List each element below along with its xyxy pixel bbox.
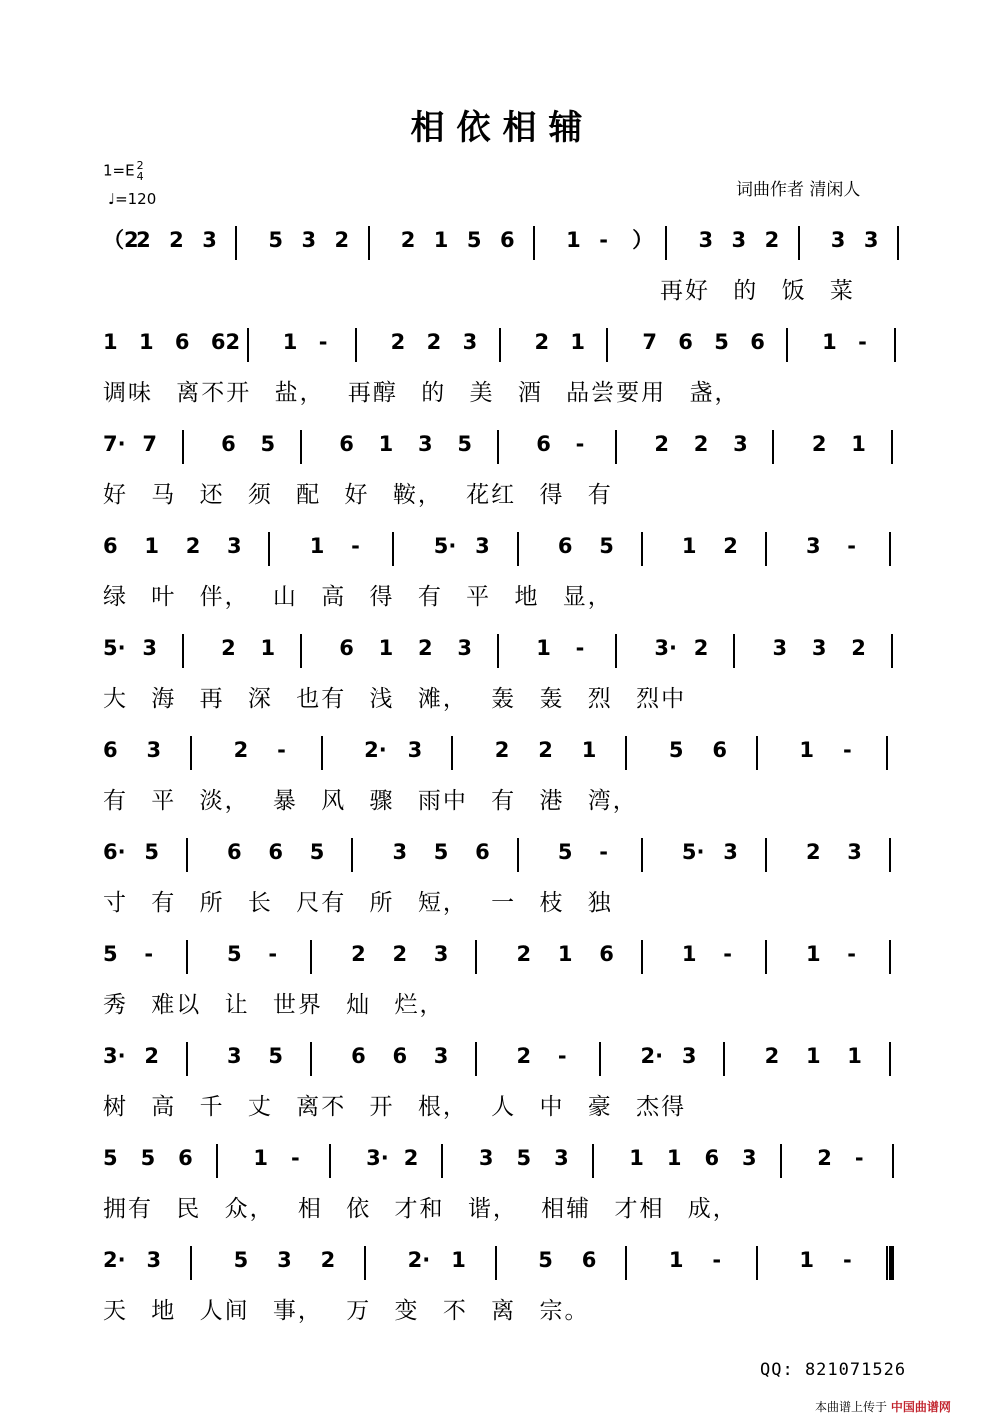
note: 2 [403,1146,419,1170]
note: 5· [433,534,457,558]
barline [182,634,184,668]
notes-row [0,940,1005,980]
barline [475,940,477,974]
barline [897,226,899,260]
note: 3 [731,228,747,252]
barline [891,634,893,668]
note: 3 [847,840,862,864]
barline [765,532,767,566]
note: 1 [260,636,276,660]
note: - [575,432,585,456]
note: 1 [103,330,118,354]
barline [329,1144,331,1178]
note: 1 [433,228,449,252]
note: 5 [103,942,118,966]
barline [615,430,617,464]
note: 5 [227,942,242,966]
note: 2 [334,228,350,252]
barline [186,1042,188,1076]
note: 1 [557,942,573,966]
note: 6 [339,636,354,660]
barline [889,1042,891,1076]
note: 1 [805,1044,821,1068]
score-line [0,532,1005,632]
barline [599,1042,601,1076]
note: 5 [433,840,449,864]
tempo-mark: ♩=120 [108,190,157,208]
note: 2 [538,738,553,762]
note: 6 [499,228,515,252]
note: 6 [221,432,236,456]
barline [765,940,767,974]
barline [300,430,302,464]
note: 6 [103,534,118,558]
note: 6· [103,840,126,864]
note: 3 [433,942,449,966]
note: 2 [144,1044,159,1068]
note: 5 [538,1248,553,1272]
note: （2 [103,228,139,252]
note: ） [632,228,654,252]
note: 6 [704,1146,720,1170]
note: 5 [309,840,325,864]
barline [723,1042,725,1076]
note: 2 [851,636,866,660]
score-line [0,634,1005,734]
barline [368,226,370,260]
barline [606,328,608,362]
barline [186,838,188,872]
barline [756,1246,758,1280]
barline [495,1246,497,1280]
barline [592,1144,594,1178]
note: 2 [169,228,184,252]
note: - [842,1248,852,1272]
note: 2 [392,942,408,966]
note: 3 [433,1044,449,1068]
note: 1 [668,1248,684,1272]
note: 5 [233,1248,249,1272]
lyric-line: 好 马 还 须 配 好 鞍， 花红 得 有 [103,482,613,508]
note: 1 [138,330,154,354]
note: 3 [462,330,478,354]
barline [891,430,893,464]
barline [889,940,891,974]
final-barline [886,1246,894,1280]
note: 1 [566,228,581,252]
score-line [0,1246,1005,1346]
barline [190,736,192,770]
note: 1 [681,534,697,558]
barline [625,1246,627,1280]
notes-row [0,328,1005,368]
note: 1 [378,432,394,456]
note: 3 [742,1146,757,1170]
barline [641,532,643,566]
note: 5 [268,1044,284,1068]
barline [268,532,270,566]
page-title: 相依相辅 [410,108,595,148]
note: 3 [227,1044,242,1068]
note: 1 [799,738,815,762]
barline [889,532,891,566]
note: - [318,330,328,354]
note: - [847,942,857,966]
barline [392,532,394,566]
note: 2· [640,1044,664,1068]
barline [517,532,519,566]
note: 3 [554,1146,569,1170]
note: 5 [140,1146,156,1170]
note: 3 [418,432,433,456]
note: 5 [103,1146,118,1170]
note: 2 [320,1248,336,1272]
note: 1 [378,636,394,660]
note: 1 [822,330,837,354]
time-sig-den: 4 [136,170,144,183]
note: 6 [339,432,354,456]
notes-row [0,1042,1005,1082]
note: 3 [830,228,846,252]
barline [300,634,302,668]
note: 3 [407,738,423,762]
barline [351,838,353,872]
note: 3 [723,840,738,864]
barline [892,1144,894,1178]
note: 2 [418,636,433,660]
note: 5 [144,840,159,864]
barline [310,1042,312,1076]
site-logo: 中国曲谱网 [890,1400,951,1414]
score-line [0,940,1005,1040]
note: 3· [654,636,677,660]
note: 62 [210,330,241,354]
key-text: 1=E [103,161,135,180]
note: 3 [863,228,879,252]
note: 6 [227,840,242,864]
score-line [0,1144,1005,1244]
note: - [712,1248,722,1272]
barline [733,634,735,668]
note: - [351,534,360,558]
note: 5 [714,330,729,354]
note: 2 [811,432,827,456]
note: 6 [750,330,765,354]
note: 2 [693,636,709,660]
barline [310,940,312,974]
note: 6 [599,942,614,966]
barline [441,1144,443,1178]
score-line [0,226,1005,326]
barline [182,430,184,464]
note: 3· [103,1044,126,1068]
note: 2 [764,228,780,252]
notes-row [0,1144,1005,1184]
lyric-line: 再好 的 饭 菜 [660,278,855,304]
note: 2 [516,942,532,966]
note: 6 [174,330,190,354]
score-line [0,1042,1005,1142]
note: 1 [581,738,597,762]
note: 1 [451,1248,466,1272]
barline [772,430,774,464]
barline [475,1042,477,1076]
lyric-line: 寸 有 所 长 尺有 所 短， 一 枝 独 [103,890,613,916]
note: 2 [817,1146,832,1170]
lyric-line: 有 平 淡， 暴 风 骤 雨中 有 港 湾， [103,788,638,814]
lyric-line: 绿 叶 伴， 山 高 得 有 平 地 显， [103,584,613,610]
note: 2 [534,330,550,354]
note: 5 [268,228,284,252]
barline [894,328,896,362]
note: 2 [723,534,738,558]
note: 2 [351,942,366,966]
note: 1 [570,330,586,354]
notes-row [0,430,1005,470]
lyric-line: 调味 离不开 盐， 再醇 的 美 酒 品尝要用 盏， [103,380,740,406]
barline [364,1246,366,1280]
barline [321,736,323,770]
note: - [575,636,585,660]
barline [216,1144,218,1178]
composer-credit: 词曲作者 清闲人 [736,180,861,200]
barline [497,634,499,668]
lyric-line: 树 高 千 丈 离不 开 根， 人 中 豪 杰得 [103,1094,687,1120]
note: 3 [478,1146,494,1170]
note: - [144,942,154,966]
note: 5 [557,840,573,864]
note: 2 [221,636,236,660]
score-line [0,430,1005,530]
note: - [842,738,852,762]
note: - [847,534,857,558]
note: 3 [146,1248,162,1272]
note: 3 [227,534,242,558]
note: 2· [407,1248,431,1272]
note: 1 [851,432,866,456]
note: 3 [301,228,317,252]
note: 7 [642,330,657,354]
note: 3 [681,1044,697,1068]
barline [886,736,888,770]
note: 6 [712,738,727,762]
note: 3 [392,840,408,864]
score-line [0,736,1005,836]
note: - [599,228,608,252]
note: 3 [202,228,217,252]
lyric-line: 拥有 民 众， 相 依 才和 谐， 相辅 才相 成， [103,1196,738,1222]
barline [235,226,237,260]
note: 2 [390,330,406,354]
note: 1 [309,534,325,558]
note: 7· [103,432,126,456]
notes-row [0,838,1005,878]
barline [451,736,453,770]
barline [517,838,519,872]
note: - [599,840,608,864]
note: 1 [681,942,697,966]
note: 5· [103,636,126,660]
note: 5 [466,228,482,252]
note: - [858,330,867,354]
barline [889,838,891,872]
barline [756,736,758,770]
notes-row [0,1246,1005,1286]
qq-contact: QQ: 821071526 [760,1360,907,1380]
lyric-line: 大 海 再 深 也有 浅 滩， 轰 轰 烈 烈中 [103,686,687,712]
barline [780,1144,782,1178]
note: 3 [457,636,473,660]
barline [533,226,535,260]
note: 2 [400,228,416,252]
note: 5 [260,432,276,456]
note: 2· [103,1248,126,1272]
note: 1 [847,1044,862,1068]
note: 1 [282,330,298,354]
note: - [723,942,732,966]
note: 3· [366,1146,389,1170]
note: 5· [681,840,705,864]
barline [615,634,617,668]
notes-row [0,736,1005,776]
note: - [277,738,286,762]
barline [765,838,767,872]
note: 6 [103,738,118,762]
note: 7 [142,432,157,456]
note: 3 [772,636,788,660]
note: 3 [805,534,821,558]
note: 2 [185,534,201,558]
note: 6 [678,330,693,354]
note: 2 [654,432,669,456]
note: 6 [178,1146,193,1170]
note: 3 [733,432,748,456]
notes-row [0,226,1005,266]
note: 3 [277,1248,292,1272]
score-line [0,328,1005,428]
note: 2 [494,738,510,762]
note: 5 [516,1146,532,1170]
barline [641,940,643,974]
note: 3 [146,738,162,762]
upload-credit [815,1398,951,1415]
time-sig-num: 2 [136,159,144,172]
note: 6 [268,840,284,864]
note: 6 [557,534,573,558]
note: 6 [581,1248,597,1272]
note: 1 [253,1146,268,1170]
note: - [557,1044,567,1068]
note: 1 [799,1248,815,1272]
note: - [290,1146,300,1170]
note: 2 [516,1044,532,1068]
note: 6 [536,432,551,456]
note: 1 [536,636,551,660]
note: - [854,1146,864,1170]
barline [186,940,188,974]
note: 3 [811,636,827,660]
barline [499,328,501,362]
note: 1 [805,942,821,966]
note: 1 [629,1146,644,1170]
note: 2 [426,330,442,354]
barline [665,226,667,260]
barline [355,328,357,362]
note: 6 [392,1044,408,1068]
note: 3 [142,636,157,660]
barline [247,328,249,362]
note: - [268,942,278,966]
note: 2 [233,738,249,762]
note: 2 [764,1044,780,1068]
note: 2 [136,228,151,252]
note: 5 [599,534,614,558]
note: 1 [144,534,159,558]
note: 6 [475,840,490,864]
note: 1 [666,1146,682,1170]
barline [641,838,643,872]
note: 6 [351,1044,366,1068]
barline [786,328,788,362]
barline [497,430,499,464]
notes-row [0,634,1005,674]
note: 5 [668,738,684,762]
barline [190,1246,192,1280]
lyric-line: 秀 难以 让 世界 灿 烂， [103,992,445,1018]
note: 3 [698,228,714,252]
note: 3 [475,534,490,558]
note: 2· [364,738,387,762]
upload-prefix: 本曲谱上传于 [815,1400,888,1414]
score-line [0,838,1005,938]
note: 2 [805,840,821,864]
barline [625,736,627,770]
note: 2 [693,432,709,456]
lyric-line: 天 地 人间 事， 万 变 不 离 宗。 [103,1298,590,1324]
note: 5 [457,432,473,456]
notes-row [0,532,1005,572]
barline [798,226,800,260]
